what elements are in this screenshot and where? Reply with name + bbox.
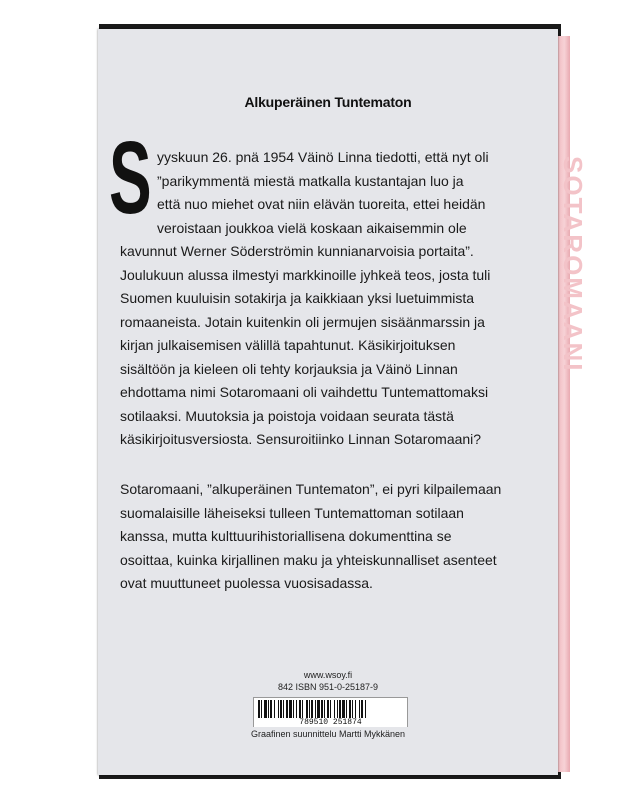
design-credit: Graafinen suunnittelu Martti Mykkänen xyxy=(250,729,406,739)
drop-cap: S xyxy=(109,120,152,235)
barcode-bar xyxy=(355,700,356,718)
barcode-bar xyxy=(283,700,284,718)
barcode-bar xyxy=(296,700,297,718)
back-cover-heading: Alkuperäinen Tuntematon xyxy=(244,94,412,110)
barcode-bar xyxy=(299,700,301,718)
barcode-bar xyxy=(309,700,310,718)
barcode-bar xyxy=(317,700,320,718)
text-line: käsikirjoitusversiosta. Sensuroitiinko Linnan Sotaromaani? xyxy=(120,431,482,447)
barcode-bar xyxy=(274,700,275,718)
barcode-bar xyxy=(280,700,282,718)
publisher-website: www.wsoy.fi xyxy=(303,670,353,680)
barcode-bar xyxy=(321,700,323,718)
text-line: kirjan julkaisemisen välillä tapahtunut. Käsikirjoituksen xyxy=(120,337,456,353)
barcode-bar xyxy=(337,700,338,718)
barcode-bar xyxy=(302,700,303,718)
barcode-bar xyxy=(278,700,279,718)
text-line: ovat muuttuneet puolessa vuosisadassa. xyxy=(120,575,373,591)
paragraph-1 xyxy=(120,146,540,452)
text-line: kavunnut Werner Söderströmin kunnianarvoisia portaita”. xyxy=(120,243,474,259)
paragraph-2 xyxy=(120,478,540,596)
barcode-bar xyxy=(346,700,347,718)
barcode-bar xyxy=(352,700,353,718)
text-line: kanssa, mutta kulttuurihistoriallisena dokumenttina se xyxy=(120,528,452,544)
barcode-bar xyxy=(359,700,360,718)
barcode-bar xyxy=(264,700,267,718)
barcode-bar xyxy=(324,700,325,718)
publisher-imprint xyxy=(98,669,558,693)
text-line: sisältöön ja kieleen oli tehty korjauksia ja Väinö Linnan xyxy=(120,360,458,377)
barcode xyxy=(253,697,408,727)
text-line: veroistaan joukkoa vielä koskaan aikaisemmin ole xyxy=(157,219,467,236)
barcode-bar xyxy=(261,700,262,718)
barcode-bar xyxy=(306,700,308,718)
text-line: ehdottama nimi Sotaromaani oli vaihdettu Tuntemattomaksi xyxy=(120,384,489,400)
barcode-bar xyxy=(330,700,331,718)
text-line: Sotaromaani, ”alkuperäinen Tuntematon”, ei pyri kilpailemaan xyxy=(120,481,502,497)
text-line: Suomen kuuluisin sotakirja ja kaikkiaan yksi luetuimmista xyxy=(120,290,475,306)
barcode-bars xyxy=(258,700,403,718)
barcode-bar xyxy=(293,700,294,718)
barcode-bar xyxy=(327,700,329,718)
back-cover xyxy=(98,29,558,775)
barcode-bar xyxy=(315,700,316,718)
barcode-bar xyxy=(334,700,335,718)
text-line: että nuo miehet ovat niin elävän tuoreita, ettei heidän xyxy=(157,196,486,212)
book-spine xyxy=(556,36,588,772)
barcode-number: 789510 251874 xyxy=(254,718,407,727)
barcode-bar xyxy=(270,700,272,718)
text-line: suomalaisille läheiseksi tulleen Tuntemattoman sotilaan xyxy=(120,504,464,521)
barcode-bar xyxy=(342,700,345,718)
text-line: ”parikymmentä miestä matkalla kustantajan luo ja xyxy=(157,172,464,189)
barcode-bar xyxy=(268,700,269,718)
text-line: Joulukuun alussa ilmestyi markkinoille jyhkeä teos, josta tuli xyxy=(120,266,491,283)
text-line: sotilaaksi. Muutoksia ja poistoja voidaan seurata tästä xyxy=(120,407,454,424)
barcode-bar xyxy=(286,700,288,718)
text-line: osoittaa, kuinka kirjallinen maku ja yhteiskunnalliset asenteet xyxy=(120,551,497,568)
barcode-bar xyxy=(311,700,313,718)
isbn-number: 842 ISBN 951-0-25187-9 xyxy=(277,682,379,692)
text-line: romaaneista. Jotain kuitenkin oli jermujen sisäänmarssin ja xyxy=(120,313,485,330)
text-line: yyskuun 26. pnä 1954 Väinö Linna tiedotti, että nyt oli xyxy=(157,149,489,165)
barcode-bar xyxy=(339,700,341,718)
barcode-bar xyxy=(258,700,260,718)
barcode-bar xyxy=(289,700,292,718)
barcode-bar xyxy=(365,700,366,718)
spine-title: SOTAROMAANI xyxy=(558,156,588,373)
barcode-bar xyxy=(361,700,363,718)
barcode-bar xyxy=(349,700,351,718)
